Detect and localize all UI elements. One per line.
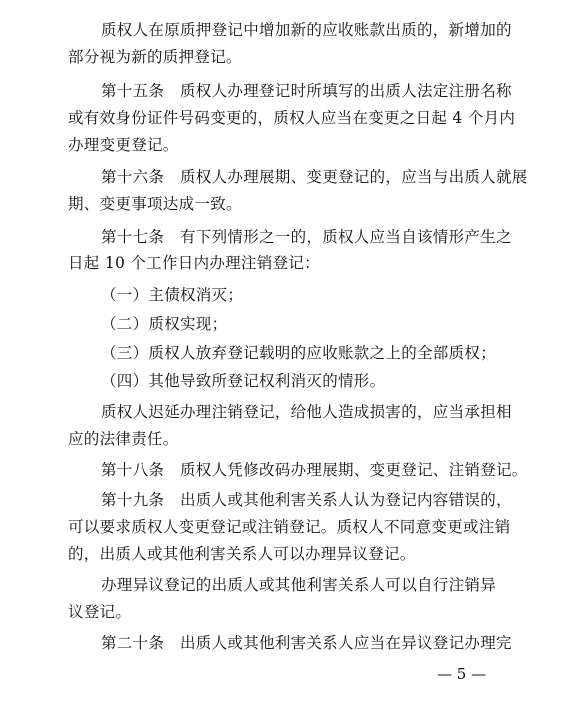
text-line: 第十五条 质权人办理登记时所填写的出质人法定注册名称 (101, 82, 512, 100)
text-line: （二）质权实现； (101, 315, 228, 333)
text-line: 应的法律责任。 (68, 430, 179, 448)
text-line: 期、变更事项达成一致。 (68, 195, 242, 213)
text-line: 的，出质人或其他利害关系人可以办理异议登记。 (68, 545, 416, 563)
page-number: — 5 — (437, 665, 487, 683)
text-line: 议登记。 (68, 603, 132, 621)
text-line: 可以要求质权人变更登记或注销登记。质权人不同意变更或注销 (68, 518, 511, 536)
text-line: 第十八条 质权人凭修改码办理展期、变更登记、注销登记。 (101, 461, 528, 479)
text-line: 质权人迟延办理注销登记，给他人造成损害的，应当承担相 (101, 403, 512, 421)
text-line: （三）质权人放弃登记载明的应收账款之上的全部质权； (101, 344, 497, 362)
text-line: 质权人在原质押登记中增加新的应收账款出质的，新增加的 (101, 21, 512, 39)
text-line: 部分视为新的质押登记。 (68, 48, 242, 66)
text-line: 日起 10 个工作日内办理注销登记： (68, 254, 320, 272)
text-line: 办理变更登记。 (68, 136, 179, 154)
text-line: 第十九条 出质人或其他利害关系人认为登记内容错误的， (101, 491, 512, 509)
text-line: 第二十条 出质人或其他利害关系人应当在异议登记办理完 (101, 634, 512, 652)
text-line: 或有效身份证件号码变更的，质权人应当在变更之日起 4 个月内 (68, 109, 516, 127)
text-line: 第十六条 质权人办理展期、变更登记的，应当与出质人就展 (101, 168, 528, 186)
text-line: （一）主债权消灭； (101, 286, 244, 304)
text-line: 第十七条 有下列情形之一的，质权人应当自该情形产生之 (101, 228, 512, 246)
text-line: （四）其他导致所登记权利消灭的情形。 (101, 372, 386, 390)
text-line: 办理异议登记的出质人或其他利害关系人可以自行注销异 (101, 576, 497, 594)
